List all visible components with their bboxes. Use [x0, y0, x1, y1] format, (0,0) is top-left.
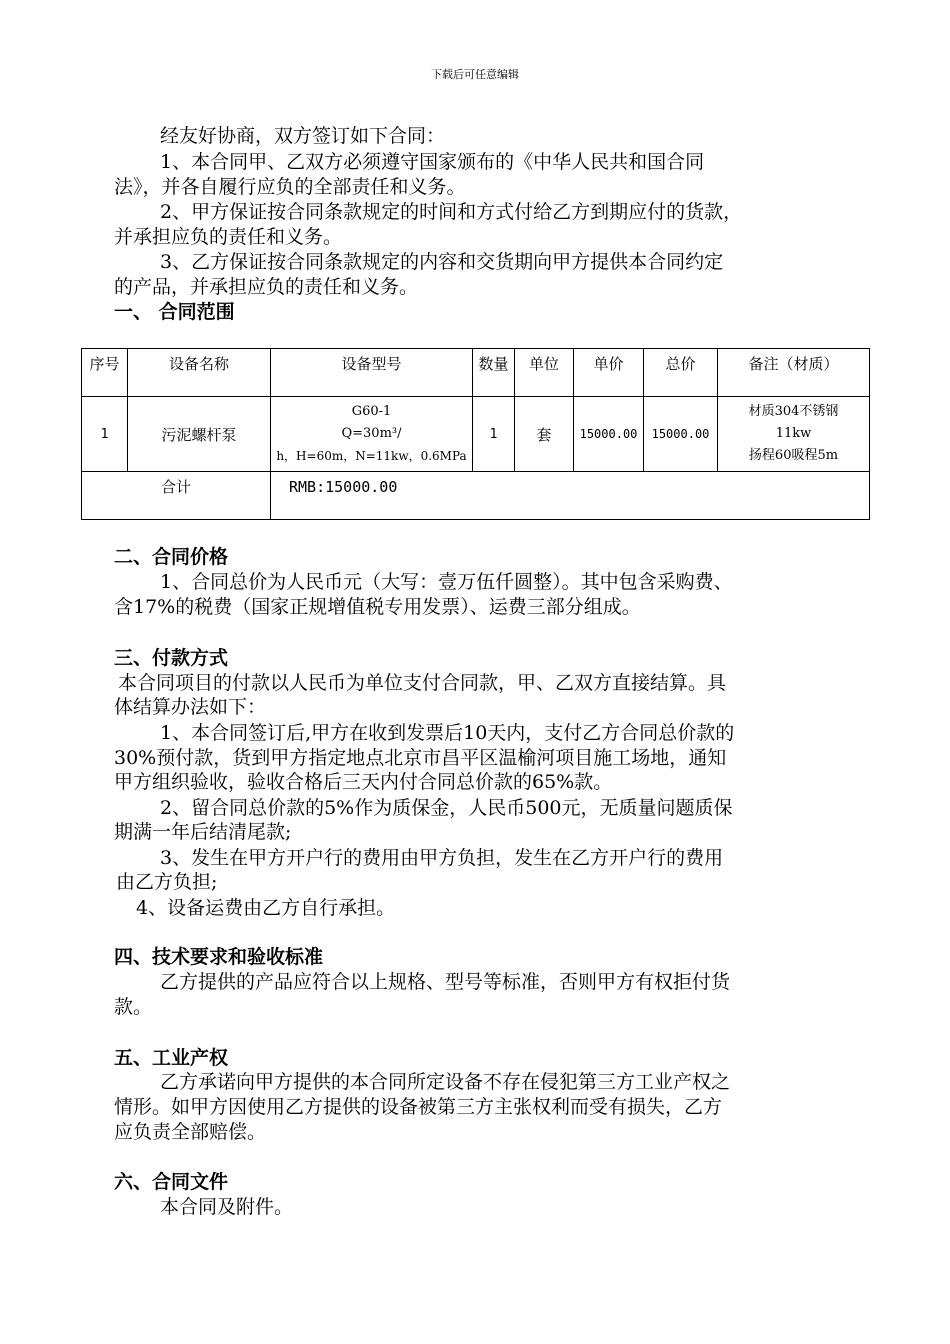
section4-line: 乙方提供的产品应符合以上规格、型号等标准，否则甲方有权拒付货	[160, 971, 731, 993]
section5-line: 乙方承诺向甲方提供的本合同所定设备不存在侵犯第三方工业产权之	[160, 1071, 731, 1093]
remark-line: 材质304不锈钢	[748, 404, 839, 419]
equipment-table	[81, 348, 870, 520]
section3-line: 2、留合同总价款的5%作为质保金，人民币500元，无质量问题质保	[160, 797, 733, 819]
section3-line: 甲方组织验收，验收合格后三天内付合同总价款的65%款。	[114, 771, 613, 793]
section5-line: 情形。如甲方因使用乙方提供的设备被第三方主张权利而受有损失，乙方	[114, 1096, 723, 1118]
intro-line: 并承担应负的责任和义务。	[114, 226, 343, 248]
table-row	[82, 397, 870, 472]
intro-line: 3、乙方保证按合同条款规定的内容和交货期向甲方提供本合同约定	[160, 251, 724, 273]
header-cell: 设备名称	[128, 349, 271, 397]
section-title: 三、付款方式	[114, 647, 229, 669]
section3-line: 本合同项目的付款以人民币为单位支付合同款，甲、乙双方直接结算。具	[118, 672, 727, 694]
section3-line: 期满一年后结清尾款;	[114, 821, 292, 843]
section3-line: 体结算办法如下：	[114, 696, 267, 718]
section-title: 四、技术要求和验收标准	[114, 946, 324, 968]
header-cell: 单位	[515, 349, 574, 397]
model-line: Q=30m³/	[341, 426, 402, 441]
section-title: 一、 合同范围	[114, 301, 235, 323]
page-header: 下载后可任意编辑	[431, 68, 519, 81]
section2-line: 1、合同总价为人民币元（大写：壹万伍仟圆整）。其中包含采购费、	[160, 571, 733, 593]
cell-unit: 套	[515, 397, 574, 472]
header-cell: 总价	[644, 349, 718, 397]
model-line: G60-1	[351, 404, 392, 419]
section3-line: 由乙方负担;	[116, 871, 218, 893]
cell-remark	[718, 397, 870, 472]
cell-qty: 1	[473, 397, 515, 472]
section3-line: 3、发生在甲方开户行的费用由甲方负担，发生在乙方开户行的费用	[160, 847, 724, 869]
section2-line: 含17%的税费（国家正规增值税专用发票）、运费三部分组成。	[114, 596, 641, 618]
cell-price: 15000.00	[574, 397, 644, 472]
table-sum-row	[82, 472, 870, 520]
header-cell: 序号	[82, 349, 128, 397]
header-cell: 备注（材质）	[718, 349, 870, 397]
intro-line: 2、甲方保证按合同条款规定的时间和方式付给乙方到期应付的货款，	[160, 201, 743, 223]
intro-line: 经友好协商，双方签订如下合同：	[160, 125, 446, 147]
header-cell: 数量	[473, 349, 515, 397]
header-cell: 单价	[574, 349, 644, 397]
intro-line: 法》，并各自履行应负的全部责任和义务。	[114, 176, 466, 198]
section5-line: 应负责全部赔偿。	[114, 1121, 267, 1143]
cell-name: 污泥螺杆泵	[128, 397, 271, 472]
sum-value: RMB:15000.00	[271, 472, 870, 520]
intro-line: 的产品，并承担应负的责任和义务。	[114, 276, 419, 298]
cell-no: 1	[82, 397, 128, 472]
section3-line: 1、本合同签订后,甲方在收到发票后10天内，支付乙方合同总价款的	[160, 722, 735, 744]
cell-total: 15000.00	[644, 397, 718, 472]
section3-line: 4、设备运费由乙方自行承担。	[136, 897, 396, 919]
remark-line: 11kw	[775, 426, 812, 441]
section6-line: 本合同及附件。	[160, 1196, 294, 1218]
section-title: 五、工业产权	[114, 1047, 229, 1069]
section4-line: 款。	[114, 996, 153, 1018]
section-title: 二、合同价格	[114, 546, 229, 568]
remark-line: 扬程60吸程5m	[748, 448, 839, 463]
sum-label: 合计	[82, 472, 271, 520]
header-cell: 设备型号	[271, 349, 473, 397]
intro-line: 1、本合同甲、乙双方必须遵守国家颁布的《中华人民共和国合同	[160, 151, 705, 173]
model-line: h，H=60m，N=11kw，0.6MPa	[276, 449, 467, 463]
section-title: 六、合同文件	[114, 1171, 229, 1193]
section3-line: 30%预付款，货到甲方指定地点北京市昌平区温榆河项目施工场地，通知	[114, 747, 727, 769]
table-header-row	[82, 349, 870, 397]
cell-model	[271, 397, 473, 472]
